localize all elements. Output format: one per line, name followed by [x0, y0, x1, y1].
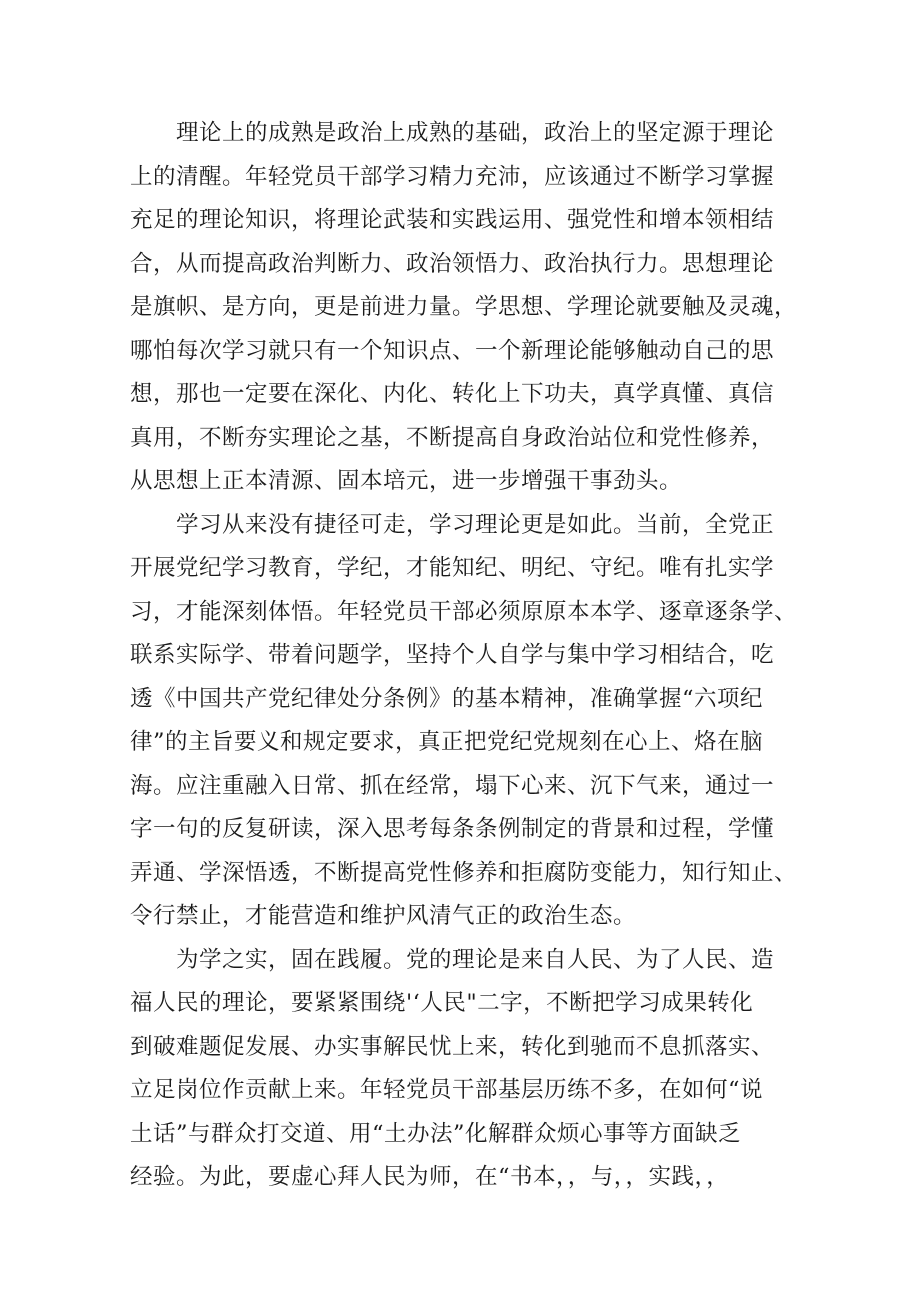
text-line: 真用，不断夯实理论之基，不断提高自身政治站位和党性修养，	[130, 424, 775, 451]
paragraph-1	[130, 112, 810, 504]
text-line: 经验。为此，要虚心拜人民为师，在“书本，，与，，实践，，	[130, 1164, 730, 1190]
text-line: 哪怕每次学习就只有一个知识点、一个新理论能够触动自己的思	[130, 337, 775, 364]
text-line: 弄通、学深悟透，不断提高党性修养和拒腐防变能力，知行知止、	[130, 859, 798, 886]
paragraph-2	[130, 504, 810, 939]
text-line: 联系实际学、带着问题学，坚持个人自学与集中学习相结合，吃	[130, 642, 775, 668]
text-line: 理论上的成熟是政治上成熟的基础，政治上的坚定源于理论	[130, 120, 775, 146]
text-line: 开展党纪学习教育，学纪，才能知纪、明纪、守纪。唯有扎实学	[130, 555, 775, 581]
text-line: 从思想上正本清源、固本培元，进一步增强干事劲头。	[130, 468, 683, 494]
text-line: 透《中国共产党纪律处分条例》的基本精神，准确掌握“六项纪	[130, 685, 764, 712]
text-line: 律”的主旨要义和规定要求，真正把党纪党规刻在心上、烙在脑	[130, 729, 764, 755]
text-line: 福人民的理论，要紧紧围绕'‘人民"二字，不断把学习成果转化	[130, 990, 754, 1016]
paragraph-3	[130, 939, 810, 1200]
text-line: 海。应注重融入日常、抓在经常，塌下心来、沉下气来，通过一	[130, 772, 775, 799]
text-line: 为学之实，固在践履。党的理论是来自人民、为了人民、造	[130, 946, 775, 973]
text-line: 学习从来没有捷径可走，学习理论更是如此。当前，全党正	[130, 511, 775, 538]
text-line: 充足的理论知识，将理论武装和实践运用、强党性和增本领相结	[130, 207, 775, 233]
text-line: 到破难题促发展、办实事解民忧上来，转化到驰而不息抓落实、	[130, 1033, 775, 1060]
text-line: 立足岗位作贡献上来。年轻党员干部基层历练不多，在如何“说	[130, 1077, 764, 1103]
text-line: 上的清醒。年轻党员干部学习精力充沛，应该通过不断学习掌握	[130, 163, 775, 190]
text-line: 令行禁止，才能营造和维护风清气正的政治生态。	[130, 903, 637, 929]
text-line: 土话”与群众打交道、用“土办法”化解群众烦心事等方面缺乏	[130, 1120, 742, 1147]
text-line: 习，才能深刻体悟。年轻党员干部必须原原本本学、逐章逐条学、	[130, 598, 798, 625]
text-line: 想，那也一定要在深化、内化、转化上下功夫，真学真懂、真信	[130, 381, 775, 407]
text-line: 字一句的反复研读，深入思考每条条例制定的背景和过程，学懂	[130, 816, 775, 842]
text-line: 是旗帜、是方向，更是前进力量。学思想、学理论就要触及灵魂，	[130, 294, 798, 320]
document-body	[130, 112, 810, 1200]
text-line: 合，从而提高政治判断力、政治领悟力、政治执行力。思想理论	[130, 250, 775, 277]
